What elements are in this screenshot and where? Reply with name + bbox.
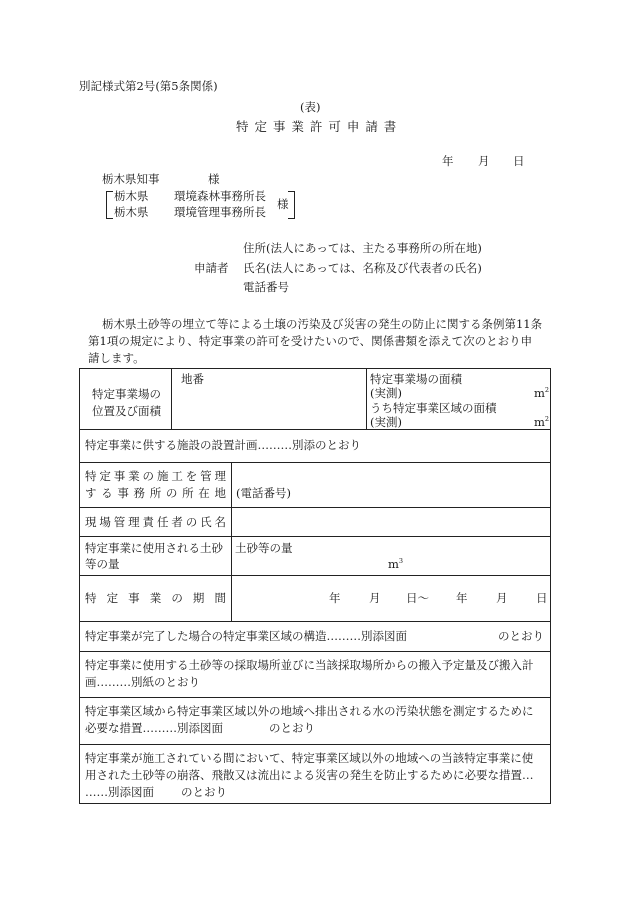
addressee-pref-1: 栃木県	[114, 189, 149, 203]
addressee-office-1: 環境森林事務所長	[174, 189, 266, 203]
brace-left	[106, 191, 113, 219]
r6-year-2: 年	[456, 591, 468, 605]
row-divider	[80, 507, 550, 508]
r6-year-1: 年	[329, 591, 341, 605]
date-day: 日	[513, 154, 525, 168]
row-divider	[80, 536, 550, 537]
addressee-governor: 栃木県知事	[102, 172, 160, 186]
row-divider	[80, 744, 550, 745]
r6-label: 特定事業の期間	[85, 591, 226, 605]
r10-line-1: 特定事業が施工されている間において、特定事業区域以外の地域への当該特定事業に使	[85, 751, 534, 765]
addressee-sama: 様	[208, 172, 220, 186]
r10-tail: のとおり	[181, 785, 227, 799]
date-year: 年	[442, 154, 454, 168]
applicant-phone: 電話番号	[243, 280, 289, 294]
r8-line-1: 特定事業に使用する土砂等の採取場所並びに当該採取場所からの搬入予定量及び搬入計	[85, 658, 534, 672]
applicant-name: 氏名(法人にあっては、名称及び代表者の氏名)	[243, 261, 482, 275]
r5-unit-exp: 3	[398, 557, 404, 566]
r6-month-2: 月	[496, 591, 508, 605]
r4-label: 現場管理責任者の氏名	[85, 515, 226, 529]
date-month: 月	[478, 154, 490, 168]
row-divider	[80, 462, 550, 463]
r5-label-2: 等の量	[85, 557, 120, 571]
r10-line-2: 用された土砂等の崩落、飛散又は流出による災害の発生を防止するために必要な措置…	[85, 768, 534, 782]
r5-amount: 土砂等の量	[235, 541, 293, 555]
col-divider	[171, 369, 172, 429]
row-divider	[80, 697, 550, 698]
r1-unit-2-exp: 2	[544, 415, 550, 424]
brace-right	[288, 191, 295, 219]
r6-month-1: 月	[369, 591, 381, 605]
r5-unit: $m^3$	[388, 557, 404, 571]
applicant-address: 住所(法人にあっては、主たる事務所の所在地)	[243, 241, 482, 255]
r1-unit-2: $m^2$	[534, 415, 550, 429]
row-divider	[80, 621, 550, 622]
r3-label-2: する事務所の所在地	[85, 486, 226, 500]
addressee-office-2: 環境管理事務所長	[174, 205, 266, 219]
r2-text: 特定事業に供する施設の設置計画………別添のとおり	[85, 438, 361, 452]
intro-line-3: 請します。	[88, 351, 145, 365]
row-divider	[80, 575, 550, 576]
col-divider	[366, 369, 367, 429]
form-number: 別記様式第2号(第5条関係)	[79, 79, 218, 93]
col-divider	[231, 462, 232, 621]
page-title: 特 定 事 業 許 可 申 請 書	[236, 119, 398, 134]
addressee-brace-sama: 様	[277, 197, 289, 211]
r1-label-2: 位置及び面積	[92, 404, 161, 418]
r8-line-2: 画………別紙のとおり	[85, 675, 200, 689]
row-divider	[80, 651, 550, 652]
r1-unit-1: $m^2$	[534, 386, 550, 400]
r1-measured-1: (実測)	[370, 386, 402, 400]
intro-line-2: 第1項の規定により、特定事業の許可を受けたいので、関係書類を添えて次のとおり申	[88, 334, 533, 348]
r1-lot: 地番	[181, 372, 204, 386]
intro-line-1: 栃木県土砂等の埋立て等による土壌の汚染及び災害の発生の防止に関する条例第11条	[102, 317, 543, 331]
r3-phone: (電話番号)	[236, 486, 291, 500]
r6-day-1: 日〜	[406, 591, 429, 605]
side-label: (表)	[300, 100, 321, 114]
r9-tail: のとおり	[269, 721, 315, 735]
r3-label-1: 特定事業の施工を管理	[85, 469, 226, 483]
row-divider	[80, 429, 550, 430]
application-table	[79, 368, 551, 804]
applicant-label: 申請者	[194, 261, 229, 275]
r1-label-1: 特定事業場の	[92, 387, 161, 401]
r1-zone-title: うち特定事業区域の面積	[370, 401, 497, 415]
r1-unit-1-exp: 2	[544, 386, 550, 395]
addressee-pref-2: 栃木県	[114, 205, 149, 219]
r10-line-3: ……別添図面	[85, 785, 154, 799]
r7-tail: のとおり	[498, 629, 544, 643]
r1-measured-2: (実測)	[370, 415, 402, 429]
r6-day-2: 日	[536, 591, 548, 605]
r5-label-1: 特定事業に使用される土砂	[85, 541, 223, 555]
r9-line-2: 必要な措置………別添図面	[85, 721, 223, 735]
r1-area-title: 特定事業場の面積	[370, 372, 462, 386]
r9-line-1: 特定事業区域から特定事業区域以外の地域へ排出される水の汚染状態を測定するために	[85, 704, 534, 718]
r7-text: 特定事業が完了した場合の特定事業区域の構造………別添図面	[85, 629, 407, 643]
